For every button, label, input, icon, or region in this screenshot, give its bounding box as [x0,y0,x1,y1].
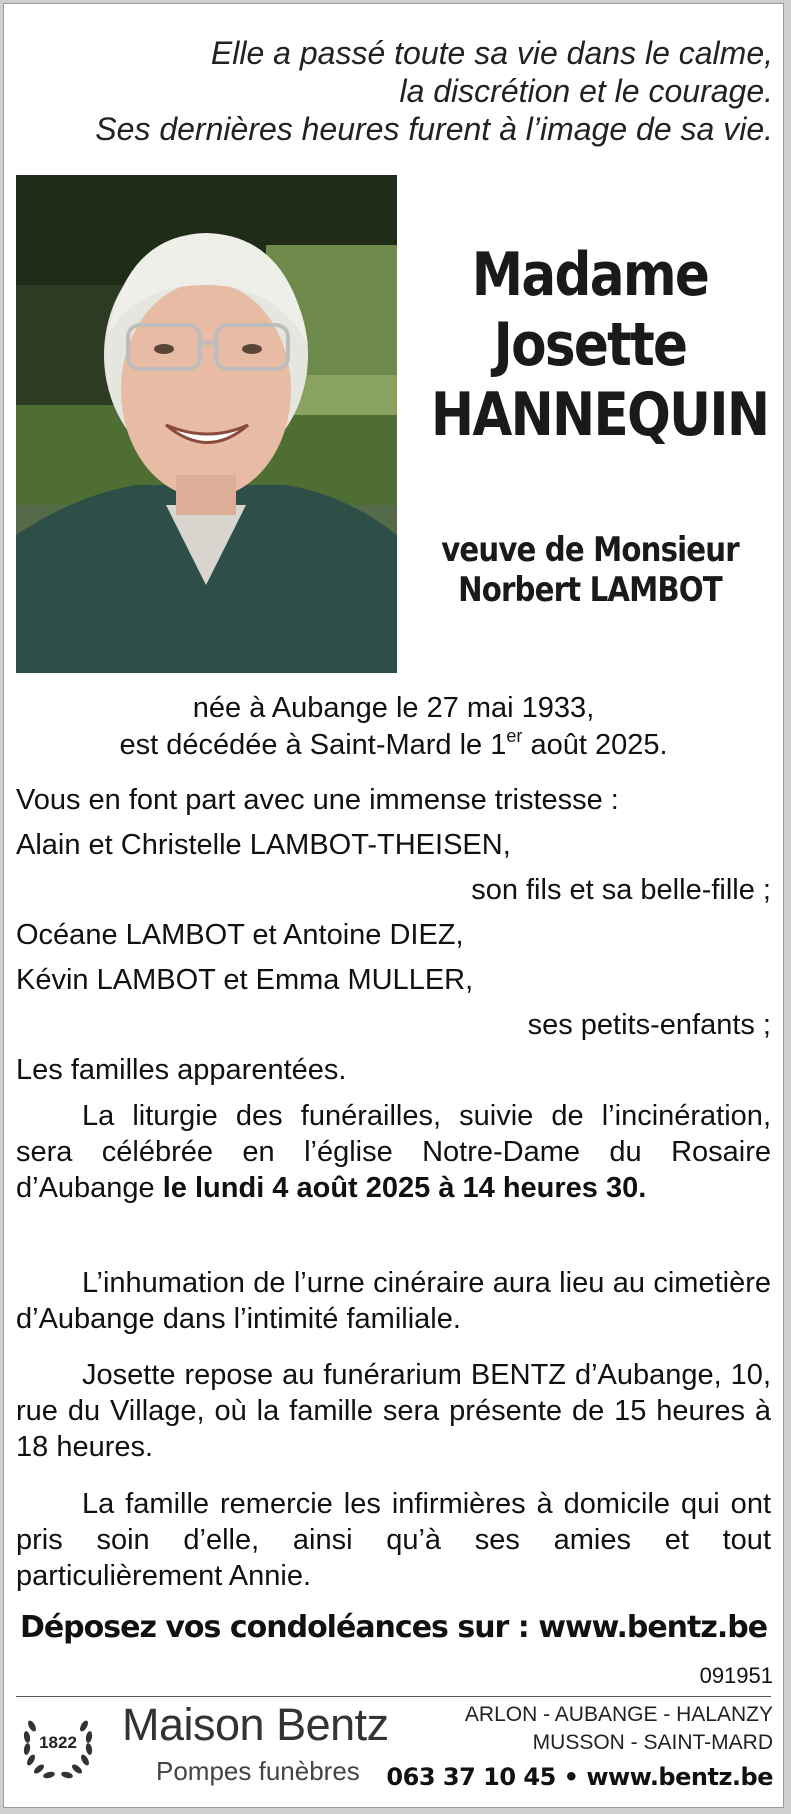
funeral-home-name: Maison Bentz [122,1699,389,1750]
reference-number: 091951 [699,1663,773,1688]
portrait-photo [16,175,397,673]
epitaph-quote [95,34,773,148]
widow-line: veuve de Monsieur [441,530,739,570]
funeral-home-subtitle: Pompes funèbres [156,1756,360,1786]
seal-year: 1822 [39,1733,77,1752]
quote-line: Ses dernières heures furent à l’image de sa vie. [95,111,773,147]
birth-death-dates [16,690,771,764]
family-member: Alain et Christelle LAMBOT-THEISEN, [16,829,511,861]
thanks-paragraph: La famille remercie les infirmières à domicile qui ont pris soin d’elle, ainsi qu’à ses amies et tout particulièrement Annie. [16,1488,771,1592]
towns-line: MUSSON - SAINT-MARD [532,1731,773,1754]
condolences-link[interactable]: Déposez vos condoléances sur : www.bentz.be [19,1610,768,1645]
family-member: Les familles apparentées. [16,1054,347,1086]
footer-divider [16,1696,771,1697]
deceased-name [405,240,775,450]
last-name: HANNEQUIN [430,380,769,450]
family-member: Kévin LAMBOT et Emma MULLER, [16,964,474,996]
family-announcement [16,778,771,1093]
first-name: Josette [493,310,687,380]
liturgy-date: le lundi 4 août 2025 à 14 heures 30. [162,1172,647,1204]
laurel-seal-icon [18,1704,98,1784]
family-intro: Vous en font part avec une immense tristesse : [16,784,619,816]
burial-paragraph: L’inhumation de l’urne cinéraire aura lieu au cimetière d’Aubange dans l’intimité familiale. [16,1267,771,1335]
funeral-home-locations [433,1701,773,1757]
family-member: Océane LAMBOT et Antoine DIEZ, [16,919,464,951]
viewing-paragraph: Josette repose au funérarium BENTZ d’Aubange, 10, rue du Village, où la famille sera présente de 15 heures à 18 heures. [16,1359,771,1463]
quote-line: la discrétion et le courage. [399,73,773,109]
honorific-title: Madame [471,240,709,310]
widow-of [431,530,749,610]
funeral-home-contact[interactable]: 063 37 10 45 • www.bentz.be [386,1763,773,1791]
quote-line: Elle a passé toute sa vie dans le calme, [210,35,773,71]
portrait-illustration [16,175,397,673]
ordinal-suffix: er [506,726,523,746]
birth-line: née à Aubange le 27 mai 1933, [192,692,595,724]
towns-line: ARLON - AUBANGE - HALANZY [464,1703,773,1726]
family-role: son fils et sa belle-fille ; [471,874,771,906]
liturgy-paragraph: La liturgie des funérailles, suivie de l’incinération, sera célébrée en l’église Notre-Dame du Rosaire d’Aubange le lundi 4 août 2025 à 14 heures 30. [16,1100,771,1204]
family-role: ses petits-enfants ; [527,1009,771,1041]
death-line: est décédée à Saint-Mard le 1er août 2025. [119,726,668,761]
spouse-name: Norbert LAMBOT [458,570,722,610]
